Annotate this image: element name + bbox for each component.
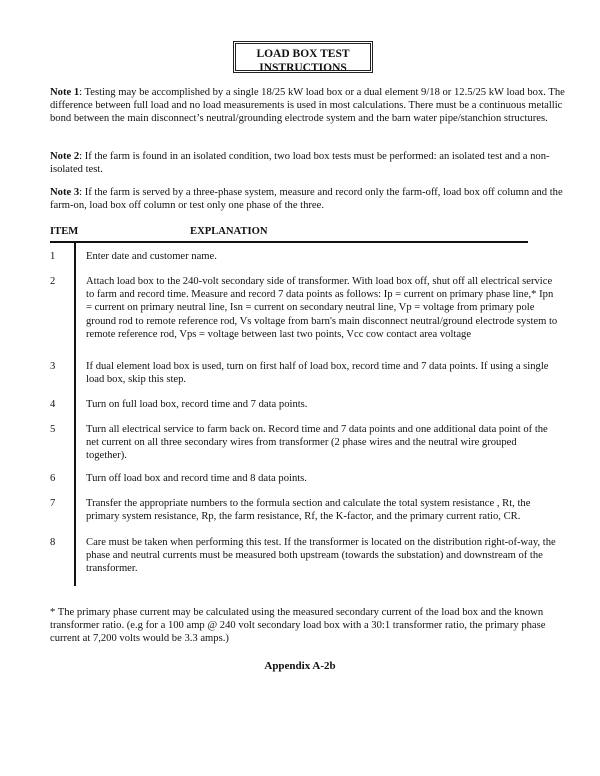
document-title	[233, 41, 373, 73]
note-1-text: : Testing may be accomplished by a single 18/25 kW load box or a dual element 9/18 or 12.5/25 kW load box. The difference between full load and no load measurements is used in most calculations. There must be a continuous metallic bond between the main disconnect’s neutral/grounding electrode system and the barn water pipe/stanchion structures.	[50, 87, 565, 125]
column-header-explanation: EXPLANATION	[190, 226, 268, 237]
column-header-item: ITEM	[50, 226, 79, 237]
row-number: 7	[50, 498, 56, 509]
row-explanation: Care must be taken when performing this test. If the transformer is located on the distribution right-of-way, the phase and neutral currents must be measured both upstream (towards the substation) and downstream of the transformer.	[86, 537, 556, 575]
appendix-label: Appendix A-2b	[264, 660, 336, 672]
table-header-rule	[50, 241, 528, 243]
note-2-label: Note 2	[50, 151, 80, 162]
note-1	[50, 86, 570, 126]
row-explanation: Enter date and customer name.	[86, 251, 217, 262]
row-explanation: If dual element load box is used, turn on first half of load box, record time and 7 data points. If using a single load box, skip this step.	[86, 361, 549, 386]
row-explanation: Turn all electrical service to farm back on. Record time and 7 data points and one additional data point of the net current on all three secondary wires from transformer (2 phase wires and the neutral wire grouped together).	[86, 424, 548, 462]
note-3-label: Note 3	[50, 187, 80, 198]
row-number: 3	[50, 361, 56, 372]
title-line-1: LOAD BOX TEST	[256, 48, 350, 60]
row-number: 2	[50, 276, 56, 287]
row-number: 6	[50, 473, 56, 484]
note-2-text: : If the farm is found in an isolated condition, two load box tests must be performed: an isolated test and a non-isolated test.	[50, 151, 550, 176]
row-explanation: Transfer the appropriate numbers to the formula section and calculate the total system resistance , Rt, the primary system resistance, Rp, the farm resistance, Rf, the K-factor, and the primary current ratio, CR.	[86, 498, 531, 523]
row-explanation: Attach load box to the 240-volt secondary side of transformer. With load box off, shut off all electrical service to farm and record time. Measure and record 7 data points as follows: Ip = current on primary phase line,* Ipn = current on primary neutral line, Isn = current on secondary neutral line, Vp = voltage from primary pole ground rod to remote reference rod, Vs voltage from barn's main disconnect neutral/ground electrode system to remote reference rod, Vps = voltage between last two points, Vcc cow contact area voltage	[86, 276, 558, 340]
note-3	[50, 186, 570, 212]
table-column-divider	[74, 242, 76, 586]
note-2	[50, 150, 570, 176]
title-line-2: INSTRUCTIONS	[259, 62, 347, 74]
row-explanation: Turn off load box and record time and 8 data points.	[86, 473, 307, 484]
footnote: * The primary phase current may be calculated using the measured secondary current of the load box and the known transformer ratio. (e.g for a 100 amp @ 240 volt secondary load box with a 30:1 transformer ratio, the primary phase current at 7,200 volts would be 3.3 amps.)	[50, 607, 546, 645]
note-3-text: : If the farm is served by a three-phase system, measure and record only the farm-off, load box off column and the farm-on, load box off column or test only one phase of the three.	[50, 187, 563, 212]
note-1-label: Note 1	[50, 87, 80, 98]
row-number: 1	[50, 251, 56, 262]
row-number: 5	[50, 424, 56, 435]
row-number: 4	[50, 399, 56, 410]
row-explanation: Turn on full load box, record time and 7 data points.	[86, 399, 308, 410]
row-number: 8	[50, 537, 56, 548]
